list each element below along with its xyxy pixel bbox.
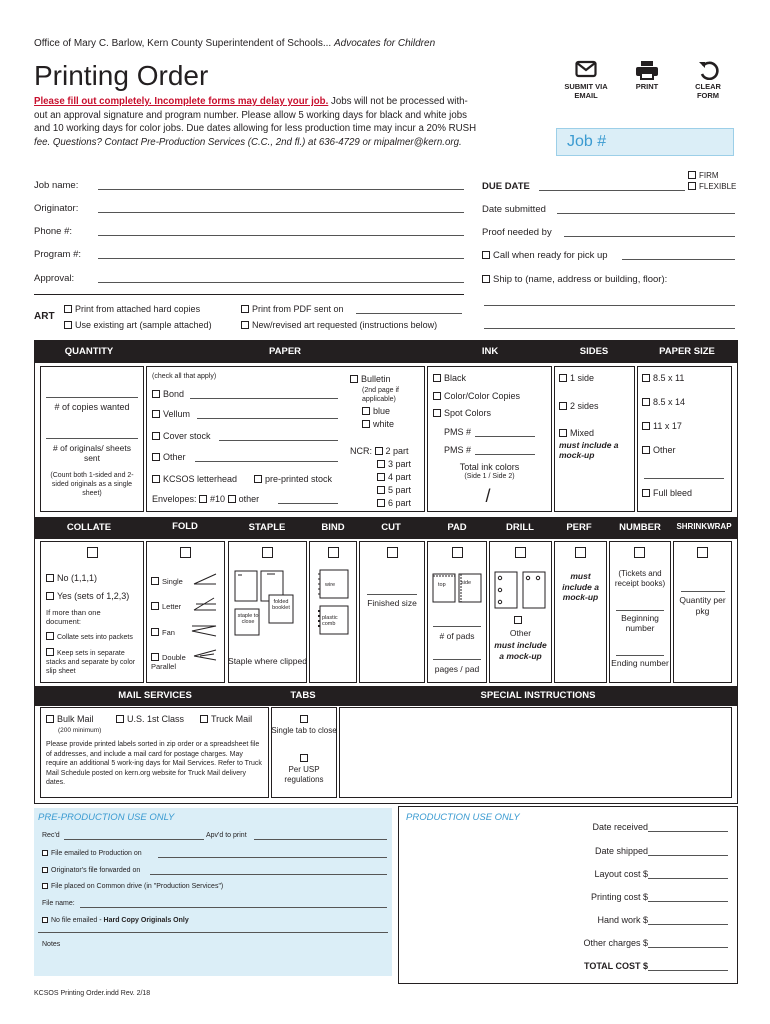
date-submitted-label: Date submitted bbox=[482, 204, 546, 215]
staple-header: STAPLE bbox=[248, 522, 286, 533]
number-tickets-note: (Tickets and receipt books) bbox=[614, 569, 666, 588]
checkbox[interactable] bbox=[42, 850, 48, 856]
checkbox[interactable] bbox=[200, 715, 208, 723]
checkbox[interactable] bbox=[46, 632, 54, 640]
fold-single[interactable]: Single bbox=[151, 577, 183, 586]
size-other[interactable]: Other bbox=[642, 445, 676, 455]
envelope-10-checkbox[interactable] bbox=[199, 495, 207, 503]
date-shipped-input[interactable] bbox=[648, 855, 728, 856]
count-note: (Count both 1-sided and 2-sided originals as a single sheet) bbox=[50, 472, 134, 497]
pages-per-pad-label: pages / pad bbox=[434, 664, 480, 674]
checkbox[interactable] bbox=[64, 305, 72, 313]
fold-single-icon bbox=[192, 572, 218, 586]
date-received-input[interactable] bbox=[648, 831, 728, 832]
pads-label: # of pads bbox=[439, 631, 475, 641]
checkbox[interactable] bbox=[152, 410, 160, 418]
checkbox[interactable] bbox=[362, 407, 370, 415]
sides-mockup-note: must include a mock-up bbox=[559, 440, 619, 460]
ink-slash: / bbox=[485, 486, 491, 506]
tab-single-checkbox[interactable] bbox=[300, 715, 308, 723]
due-date-input[interactable] bbox=[539, 190, 685, 191]
originator-label: Originator: bbox=[34, 203, 79, 214]
checkbox[interactable] bbox=[152, 390, 160, 398]
drill-other-label: Other bbox=[509, 628, 532, 638]
size-8511[interactable]: 8.5 x 11 bbox=[642, 373, 684, 383]
pad-side-label: side bbox=[461, 580, 472, 586]
art-pdf[interactable]: Print from PDF sent on bbox=[241, 304, 344, 314]
checkbox[interactable] bbox=[642, 374, 650, 382]
pre-file-emailed[interactable]: File emailed to Production on bbox=[42, 850, 142, 857]
paper-preprinted[interactable]: pre-printed stock bbox=[254, 474, 332, 484]
mail-bulk[interactable]: Bulk Mail bbox=[46, 714, 94, 724]
sides-box bbox=[554, 366, 635, 512]
ncr-3[interactable]: 3 part bbox=[377, 459, 411, 469]
special-instructions-input[interactable] bbox=[339, 707, 732, 798]
checkbox[interactable] bbox=[642, 489, 650, 497]
paper-vellum[interactable]: Vellum bbox=[152, 409, 190, 419]
art-label: ART bbox=[34, 311, 55, 322]
firm-checkbox[interactable] bbox=[688, 171, 696, 179]
ship-option[interactable]: Ship to (name, address or building, floor): bbox=[482, 274, 667, 285]
paper-kcsos[interactable]: KCSOS letterhead bbox=[152, 474, 237, 484]
apv-input[interactable] bbox=[254, 839, 387, 840]
checkbox[interactable] bbox=[362, 420, 370, 428]
checkbox[interactable] bbox=[254, 475, 262, 483]
shrinkwrap-qty-input[interactable] bbox=[681, 591, 725, 592]
pads-input[interactable] bbox=[433, 626, 481, 627]
tab-single-label: Single tab to close bbox=[271, 726, 337, 735]
fold-letter-icon bbox=[192, 596, 218, 612]
sides-one[interactable]: 1 side bbox=[559, 373, 594, 383]
shrinkwrap-header: SHRINKWRAP bbox=[676, 522, 732, 531]
bind-plastic-label: plastic comb bbox=[322, 615, 338, 627]
footer-file-info: KCSOS Printing Order.indd Rev. 2/18 bbox=[34, 990, 151, 997]
program-input[interactable] bbox=[98, 258, 464, 259]
proof-label: Proof needed by bbox=[482, 227, 552, 238]
ink-spot[interactable]: Spot Colors bbox=[433, 408, 491, 418]
bulletin-note: (2nd page if applicable) bbox=[362, 387, 399, 403]
printing-cost-input[interactable] bbox=[648, 901, 728, 902]
job-number-field[interactable]: Job # bbox=[556, 128, 734, 156]
shrinkwrap-checkbox[interactable] bbox=[697, 547, 708, 558]
collate-stacks[interactable]: Keep sets in separate stacks and separate by color slip sheet bbox=[46, 650, 136, 675]
paper-header: PAPER bbox=[268, 346, 302, 357]
call-option[interactable]: Call when ready for pick up bbox=[482, 250, 608, 261]
checkbox[interactable] bbox=[152, 432, 160, 440]
bulletin-white[interactable]: white bbox=[362, 419, 394, 429]
cover-input[interactable] bbox=[219, 440, 338, 441]
fold-header: FOLD bbox=[172, 521, 198, 532]
staple-close-label: staple to close bbox=[237, 613, 259, 625]
checkbox[interactable] bbox=[375, 447, 383, 455]
notes-label: Notes bbox=[42, 941, 61, 948]
checkbox[interactable] bbox=[559, 402, 567, 410]
layout-cost-input[interactable] bbox=[648, 878, 728, 879]
job-name-input[interactable] bbox=[98, 189, 464, 190]
pre-file-forwarded[interactable]: Originator's file forwarded on bbox=[42, 867, 140, 874]
checkbox[interactable] bbox=[433, 392, 441, 400]
pms-2-label: PMS # bbox=[444, 445, 472, 455]
pages-per-pad-input[interactable] bbox=[433, 659, 481, 660]
vellum-input[interactable] bbox=[197, 418, 338, 419]
collate-more-note: If more than one document: bbox=[46, 608, 101, 626]
fold-fan-icon bbox=[190, 624, 218, 638]
checkbox[interactable] bbox=[642, 398, 650, 406]
checkbox[interactable] bbox=[433, 374, 441, 382]
cut-box bbox=[359, 541, 425, 683]
perf-header: PERF bbox=[566, 522, 592, 533]
checkbox[interactable] bbox=[241, 305, 249, 313]
bind-checkbox[interactable] bbox=[328, 547, 339, 558]
ink-color[interactable]: Color/Color Copies bbox=[433, 391, 520, 401]
phone-input[interactable] bbox=[98, 235, 464, 236]
copies-input[interactable] bbox=[46, 397, 138, 398]
call-checkbox[interactable] bbox=[482, 251, 490, 259]
print-button[interactable]: PRINT bbox=[620, 60, 674, 91]
number-header: NUMBER bbox=[619, 522, 661, 533]
collate-packets[interactable]: Collate sets into packets bbox=[46, 632, 133, 641]
paper-bond[interactable]: Bond bbox=[152, 389, 184, 399]
date-submitted-input[interactable] bbox=[557, 213, 735, 214]
paper-check-note: (check all that apply) bbox=[152, 373, 217, 380]
checkbox[interactable] bbox=[151, 628, 159, 636]
checkbox[interactable] bbox=[152, 453, 160, 461]
checkbox[interactable] bbox=[151, 577, 159, 585]
submit-email-button[interactable]: SUBMIT VIA EMAIL bbox=[556, 60, 616, 100]
checkbox[interactable] bbox=[377, 473, 385, 481]
warning-text: Please fill out completely. Incomplete forms may delay your job. bbox=[34, 96, 329, 107]
drill-diagrams bbox=[493, 570, 549, 610]
end-number-input[interactable] bbox=[616, 655, 664, 656]
due-date-label: DUE DATE bbox=[482, 181, 530, 192]
production-title: PRODUCTION USE ONLY bbox=[406, 812, 520, 823]
envelopes-row: Envelopes: #10 other bbox=[152, 494, 260, 504]
program-label: Program #: bbox=[34, 249, 81, 260]
originals-input[interactable] bbox=[46, 438, 138, 439]
checkbox[interactable] bbox=[433, 409, 441, 417]
tab-usp-checkbox[interactable] bbox=[300, 754, 308, 762]
collate-header: COLLATE bbox=[66, 522, 112, 533]
page-title: Printing Order bbox=[34, 60, 209, 91]
sides-mixed[interactable]: Mixed bbox=[559, 428, 594, 438]
divider bbox=[38, 932, 388, 933]
checkbox[interactable] bbox=[151, 602, 159, 610]
hand-work-input[interactable] bbox=[648, 924, 728, 925]
staple-where-note: Staple where clipped bbox=[228, 656, 307, 666]
envelope-other-input[interactable] bbox=[278, 503, 338, 504]
checkbox[interactable] bbox=[152, 475, 160, 483]
approval-label: Approval: bbox=[34, 273, 75, 284]
bulletin-blue[interactable]: blue bbox=[362, 406, 390, 416]
bond-input[interactable] bbox=[190, 398, 338, 399]
flexible-option[interactable]: FLEXIBLE bbox=[688, 182, 736, 191]
recd-label: Rec'd bbox=[42, 832, 60, 839]
checkbox[interactable] bbox=[42, 917, 48, 923]
originator-input[interactable] bbox=[98, 212, 464, 213]
recd-input[interactable] bbox=[64, 839, 204, 840]
tabs-header: TABS bbox=[290, 690, 316, 701]
number-checkbox[interactable] bbox=[634, 547, 645, 558]
layout-cost-label: Layout cost $ bbox=[594, 869, 648, 879]
ncr-6[interactable]: 6 part bbox=[377, 498, 411, 508]
ncr-2[interactable]: NCR: 2 part bbox=[350, 446, 409, 456]
fold-letter[interactable]: Letter bbox=[151, 602, 181, 611]
drill-checkbox[interactable] bbox=[515, 547, 526, 558]
intro-text: Please fill out completely. Incomplete forms may delay your job. Jobs will not be processed with- out an approval signature and program number. Please allow 5 working days for black and white jobs and 10 working days for color jobs. Due dates allowing for less production time may incur a 20% RUSH fee. Questions? Contact Pre-Production Services (C.C., 2nd fl.) at 636-4729 or mipalmer@kern.org. bbox=[34, 96, 477, 148]
collate-yes[interactable]: Yes (sets of 1,2,3) bbox=[46, 591, 129, 601]
org-line: Office of Mary C. Barlow, Kern County Superintendent of Schools... Advocates for Children bbox=[34, 38, 436, 49]
begin-number-label: Beginning number bbox=[621, 613, 659, 633]
pad-checkbox[interactable] bbox=[452, 547, 463, 558]
checkbox[interactable] bbox=[642, 446, 650, 454]
checkbox[interactable] bbox=[46, 574, 54, 582]
art-new[interactable]: New/revised art requested (instructions below) bbox=[241, 320, 437, 330]
checkbox[interactable] bbox=[42, 867, 48, 873]
quantity-header: QUANTITY bbox=[64, 346, 114, 357]
checkbox[interactable] bbox=[42, 883, 48, 889]
cut-finished-label: Finished size bbox=[367, 598, 417, 608]
ship-input-2[interactable] bbox=[484, 328, 735, 329]
checkbox[interactable] bbox=[642, 422, 650, 430]
size-other-input[interactable] bbox=[644, 478, 724, 479]
call-input[interactable] bbox=[622, 259, 735, 260]
divider bbox=[34, 294, 464, 295]
size-bleed[interactable]: Full bleed bbox=[642, 488, 692, 498]
ship-input-1[interactable] bbox=[484, 305, 735, 306]
printer-icon bbox=[635, 60, 659, 80]
originals-label: # of originals/ sheets sent bbox=[53, 443, 131, 463]
paper-size-header: PAPER SIZE bbox=[659, 346, 715, 357]
other-charges-label: Other charges $ bbox=[583, 938, 648, 948]
perf-mockup-note: must include a mock-up bbox=[562, 571, 599, 602]
paper-bulletin[interactable]: Bulletin bbox=[350, 374, 391, 384]
drill-box bbox=[489, 541, 552, 683]
pre-no-file[interactable]: No file emailed - Hard Copy Originals Only bbox=[42, 917, 189, 924]
checkbox[interactable] bbox=[559, 429, 567, 437]
checkbox[interactable] bbox=[151, 653, 159, 661]
printing-cost-label: Printing cost $ bbox=[590, 892, 648, 902]
fold-double[interactable]: Double Parallel bbox=[151, 653, 186, 671]
checkbox[interactable] bbox=[559, 374, 567, 382]
mail-truck[interactable]: Truck Mail bbox=[200, 714, 252, 724]
bind-diagrams bbox=[316, 568, 352, 638]
date-received-label: Date received bbox=[592, 822, 648, 832]
fold-fan[interactable]: Fan bbox=[151, 628, 175, 637]
tab-usp-label: Per USP regulations bbox=[284, 765, 324, 784]
checkbox[interactable] bbox=[64, 321, 72, 329]
pad-top-label: top bbox=[438, 582, 446, 588]
ink-header: INK bbox=[481, 346, 499, 357]
phone-label: Phone #: bbox=[34, 226, 73, 237]
cut-header: CUT bbox=[381, 522, 401, 533]
checkbox[interactable] bbox=[377, 486, 385, 494]
size-8514[interactable]: 8.5 x 14 bbox=[642, 397, 685, 407]
copies-label: # of copies wanted bbox=[54, 402, 130, 412]
pad-header: PAD bbox=[447, 522, 467, 533]
hand-work-label: Hand work $ bbox=[597, 915, 648, 925]
clear-form-button[interactable]: CLEAR FORM bbox=[683, 60, 733, 100]
envelope-icon bbox=[575, 60, 597, 78]
mail-services-header: MAIL SERVICES bbox=[118, 690, 192, 701]
ink-sides-note: (Side 1 / Side 2) bbox=[464, 473, 515, 480]
checkbox[interactable] bbox=[350, 375, 358, 383]
mail-first-class[interactable]: U.S. 1st Class bbox=[116, 714, 184, 724]
pms-2-input[interactable] bbox=[475, 454, 535, 455]
file-forwarded-input[interactable] bbox=[150, 874, 387, 875]
ship-checkbox[interactable] bbox=[482, 275, 490, 283]
proof-input[interactable] bbox=[564, 236, 735, 237]
checkbox[interactable] bbox=[46, 592, 54, 600]
pms-1-input[interactable] bbox=[475, 436, 535, 437]
art-existing[interactable]: Use existing art (sample attached) bbox=[64, 320, 212, 330]
mail-instructions: Please provide printed labels sorted in zip order or a spreadsheet file of addresses, and include a mail card for postage charges. May require an additional 5 work-ing days for Mail Services. Refer to Truck Mail Schedule posted on kern.org website for Truck Mail delivery dates. bbox=[46, 741, 262, 786]
pre-production-title: PRE-PRODUCTION USE ONLY bbox=[38, 812, 175, 823]
file-name-label: File name: bbox=[42, 900, 75, 907]
perf-box bbox=[554, 541, 607, 683]
mail-minimum: (200 minimum) bbox=[58, 727, 102, 734]
ncr-4[interactable]: 4 part bbox=[377, 472, 411, 482]
file-emailed-input[interactable] bbox=[158, 857, 387, 858]
cut-checkbox[interactable] bbox=[387, 547, 398, 558]
special-instructions-header: SPECIAL INSTRUCTIONS bbox=[480, 690, 596, 701]
end-number-label: Ending number bbox=[611, 658, 669, 668]
firm-option[interactable]: FIRM bbox=[688, 171, 719, 180]
fold-double-icon bbox=[192, 648, 218, 664]
pad-box bbox=[427, 541, 487, 683]
envelope-other-checkbox[interactable] bbox=[228, 495, 236, 503]
size-1117[interactable]: 11 x 17 bbox=[642, 421, 682, 431]
cut-input[interactable] bbox=[367, 594, 417, 595]
bind-header: BIND bbox=[321, 522, 345, 533]
sides-two[interactable]: 2 sides bbox=[559, 401, 599, 411]
art-pdf-date-input[interactable] bbox=[356, 313, 462, 314]
pre-common-drive[interactable]: File placed on Common drive (in "Production Services") bbox=[42, 883, 223, 890]
collate-checkbox[interactable] bbox=[87, 547, 98, 558]
staple-checkbox[interactable] bbox=[262, 547, 273, 558]
pad-diagrams bbox=[431, 572, 485, 604]
apv-label: Apv'd to print bbox=[206, 832, 247, 839]
total-ink-label: Total ink colors bbox=[459, 462, 520, 472]
total-cost-label: TOTAL COST $ bbox=[583, 961, 648, 971]
drill-mockup-note: must include a mock-up bbox=[494, 640, 547, 661]
bind-wire-label: wire bbox=[325, 582, 336, 588]
checkbox[interactable] bbox=[377, 499, 385, 507]
job-name-label: Job name: bbox=[34, 180, 79, 191]
checkbox[interactable] bbox=[116, 715, 124, 723]
date-shipped-label: Date shipped bbox=[594, 846, 648, 856]
perf-checkbox[interactable] bbox=[575, 547, 586, 558]
fold-checkbox[interactable] bbox=[180, 547, 191, 558]
drill-header: DRILL bbox=[506, 522, 534, 533]
checkbox[interactable] bbox=[46, 648, 54, 656]
checkbox[interactable] bbox=[377, 460, 385, 468]
staple-folded-label: folded booklet bbox=[272, 599, 290, 611]
other-charges-input[interactable] bbox=[648, 947, 728, 948]
sides-header: SIDES bbox=[579, 346, 609, 357]
pms-1-label: PMS # bbox=[444, 427, 472, 437]
drill-other-checkbox[interactable] bbox=[514, 616, 522, 624]
total-cost-input[interactable] bbox=[648, 970, 728, 971]
paper-other-input[interactable] bbox=[195, 461, 338, 462]
collate-no[interactable]: No (1,1,1) bbox=[46, 573, 97, 583]
paper-other[interactable]: Other bbox=[152, 452, 186, 462]
reset-icon bbox=[697, 60, 719, 80]
checkbox[interactable] bbox=[241, 321, 249, 329]
ink-black[interactable]: Black bbox=[433, 373, 466, 383]
paper-cover[interactable]: Cover stock bbox=[152, 431, 211, 441]
ncr-5[interactable]: 5 part bbox=[377, 485, 411, 495]
approval-input[interactable] bbox=[98, 282, 464, 283]
flexible-checkbox[interactable] bbox=[688, 182, 696, 190]
file-name-input[interactable] bbox=[80, 907, 387, 908]
checkbox[interactable] bbox=[46, 715, 54, 723]
shrinkwrap-qty-label: Quantity per pkg bbox=[679, 595, 726, 616]
art-print-hard-copies[interactable]: Print from attached hard copies bbox=[64, 304, 200, 314]
begin-number-input[interactable] bbox=[616, 610, 664, 611]
